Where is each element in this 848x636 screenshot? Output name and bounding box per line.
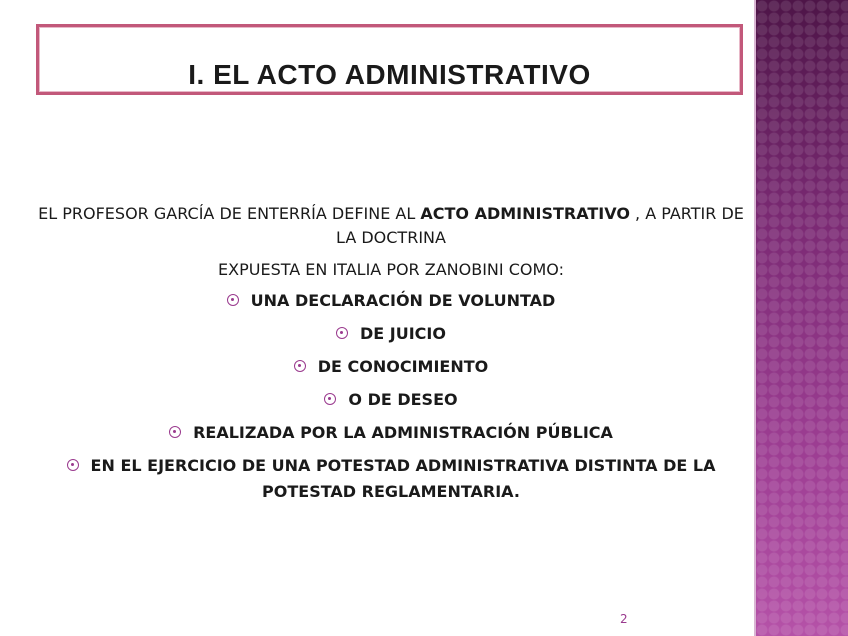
bullet-text: DE CONOCIMIENTO bbox=[317, 357, 489, 376]
decorative-side-band bbox=[756, 0, 848, 636]
intro-suffix: , A PARTIR DE LA DOCTRINA bbox=[336, 204, 744, 247]
bullet-item bbox=[36, 317, 746, 350]
title-box bbox=[36, 24, 743, 95]
bullet-item bbox=[36, 350, 746, 383]
slide-body bbox=[36, 202, 746, 505]
intro-line-1 bbox=[36, 202, 746, 250]
intro-bold-term: ACTO ADMINISTRATIVO bbox=[420, 204, 630, 223]
slide-title: I. EL ACTO ADMINISTRATIVO bbox=[188, 59, 591, 90]
bullet-text: O DE DESEO bbox=[348, 390, 458, 409]
bullet-item bbox=[36, 383, 746, 416]
bullet-item bbox=[36, 416, 746, 449]
circle-dot-bullet-icon bbox=[67, 459, 79, 471]
bullet-text: REALIZADA POR LA ADMINISTRACIÓN PÚBLICA bbox=[193, 423, 613, 442]
intro-line-2: EXPUESTA EN ITALIA POR ZANOBINI COMO: bbox=[218, 260, 564, 279]
bullet-text: UNA DECLARACIÓN DE VOLUNTAD bbox=[250, 291, 556, 310]
circle-dot-bullet-icon bbox=[227, 294, 239, 306]
circle-dot-bullet-icon bbox=[294, 360, 306, 372]
page-number: 2 bbox=[620, 612, 628, 626]
bullet-text: EN EL EJERCICIO DE UNA POTESTAD ADMINISTRATIVA DISTINTA DE LA POTESTAD REGLAMENTARIA. bbox=[90, 456, 716, 501]
intro-prefix: EL PROFESOR GARCÍA DE ENTERRÍA DEFINE AL bbox=[38, 204, 421, 223]
circle-dot-bullet-icon bbox=[324, 393, 336, 405]
bullet-item bbox=[36, 284, 746, 317]
bullet-text: DE JUICIO bbox=[360, 324, 446, 343]
circle-dot-bullet-icon bbox=[336, 327, 348, 339]
circle-dot-bullet-icon bbox=[169, 426, 181, 438]
bullet-item bbox=[36, 453, 746, 505]
